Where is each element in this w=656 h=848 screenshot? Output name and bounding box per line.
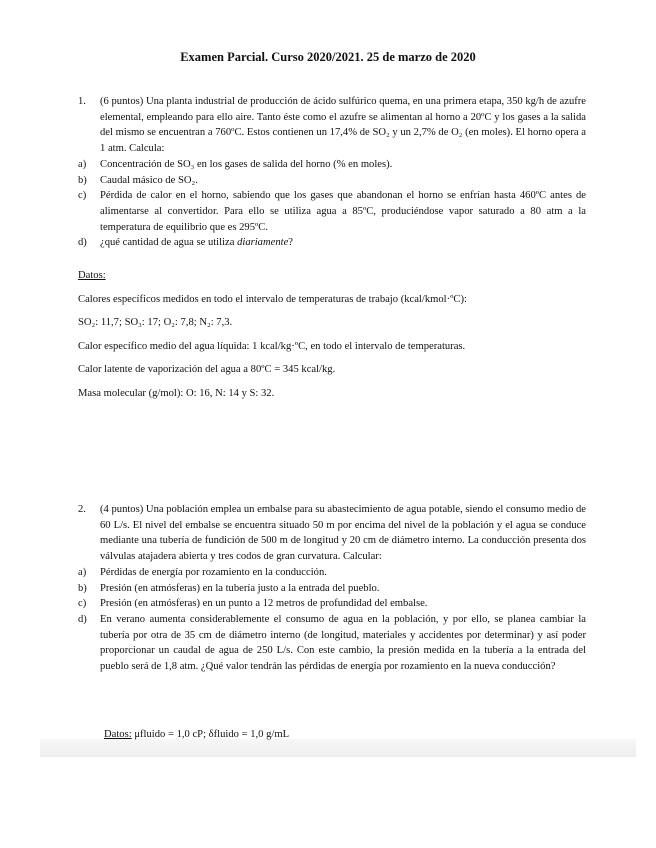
question-2-statement	[100, 502, 586, 565]
question-1-points: (6 puntos)	[100, 96, 144, 107]
question-2-text: Una población emplea un embalse para su abastecimiento de agua potable, siendo el consumo medio de 60 L/s. El nivel del embalse se encuentra situado 50 m por encima del nivel de la población y el agua se conduce mediante una tubería de fundición de 500 m de longitud y 20 cm de diámetro interno. La conducción presenta dos válvulas atajadera abierta y tres codos de gran curvatura. Calcular:	[100, 504, 587, 563]
question-1-part-c: c) Pérdida de calor en el horno, sabiendo que los gases que abandonan el horno se enfrían hasta 460ºC antes de alimentarse al convertidor. Para ello se utiliza agua a 85ºC, produciéndose vapor saturado a 80 atm a la temperatura de equilibrio que es 295ºC.	[78, 190, 586, 233]
question-2-part-b: b) Presión (en atmósferas) en la tubería justo a la entrada del pueblo.	[78, 582, 380, 594]
datos-heading-2: Datos:	[104, 729, 132, 740]
question-1-line-4: contienen un 17,4% de SO₂ y un 2,7% de O₂ (en moles). El horno opera a 1 atm. Calcula:	[100, 127, 587, 155]
question-1-number: 1.	[78, 96, 86, 107]
question-2	[78, 502, 586, 675]
question-1	[78, 94, 586, 251]
datos-line-5: Masa molecular (g/mol): O: 16, N: 14 y S: 32.	[78, 387, 275, 399]
question-2-datos	[104, 727, 574, 743]
datos-fluid-properties: μfluido = 1,0 cP; δfluido = 1,0 g/mL	[134, 729, 290, 740]
exam-title: Examen Parcial. Curso 2020/2021. 25 de marzo de 2020	[180, 50, 476, 64]
question-1-part-d: d) ¿qué cantidad de agua se utiliza diariamente?	[78, 237, 293, 249]
question-1-part-a: a) Concentración de SO₃ en los gases de salida del horno (% en moles).	[78, 158, 393, 170]
datos-line-2: SO₂: 11,7; SO₃: 17; O₂: 7,8; N₂: 7,3.	[78, 317, 233, 328]
datos-heading-1: Datos:	[78, 270, 106, 281]
question-1-line-3: alimentan al horno a 20ºC y los gases a la salida del mismo se encuentran a 760ºC. Estos	[100, 111, 586, 139]
datos-line-1: Calores específicos medidos en todo el intervalo de temperaturas de trabajo (kcal/kmol·ºC):	[78, 293, 467, 305]
question-1-datos	[78, 264, 586, 405]
datos-line-4: Calor latente de vaporización del agua a 80ºC = 345 kcal/kg.	[78, 364, 336, 375]
question-2-part-a: a) Pérdidas de energía por rozamiento en la conducción.	[78, 566, 327, 578]
question-2-number: 2.	[78, 504, 86, 515]
italic-diariamente: diariamente	[237, 237, 289, 249]
question-1-part-b: b) Caudal másico de SO₂.	[78, 174, 198, 186]
question-1-line-2: etapa, 350 kg/h de azufre elemental, empleando para ello aire. Tanto éste como el azufre se	[100, 96, 586, 123]
datos-line-3: Calor específico medio del agua líquida: 1 kcal/kg·ºC, en todo el intervalo de temperaturas.	[78, 340, 466, 352]
question-1-statement	[100, 94, 586, 157]
question-2-part-c: c) Presión (en atmósferas) en un punto a 12 metros de profundidad del embalse.	[78, 598, 428, 610]
question-2-part-d: d) En verano aumenta considerablemente el consumo de agua en la población, y por ello, se planea cambiar la tubería por otra de 35 cm de diámetro interno (de longitud, materiales y accidentes por determinar) y así poder proporcionar un caudal de agua de 250 L/s. Con este cambio, la presión medida en la tubería a la entrada del pueblo será de 1,8 atm. ¿Qué valor tendrán las pérdidas de energía por rozamiento en la nueva conducción?	[78, 613, 586, 673]
question-1-line-1: Una planta industrial de producción de ácido sulfúrico quema, en una primera	[145, 96, 477, 107]
question-2-points: (4 puntos)	[100, 504, 144, 515]
